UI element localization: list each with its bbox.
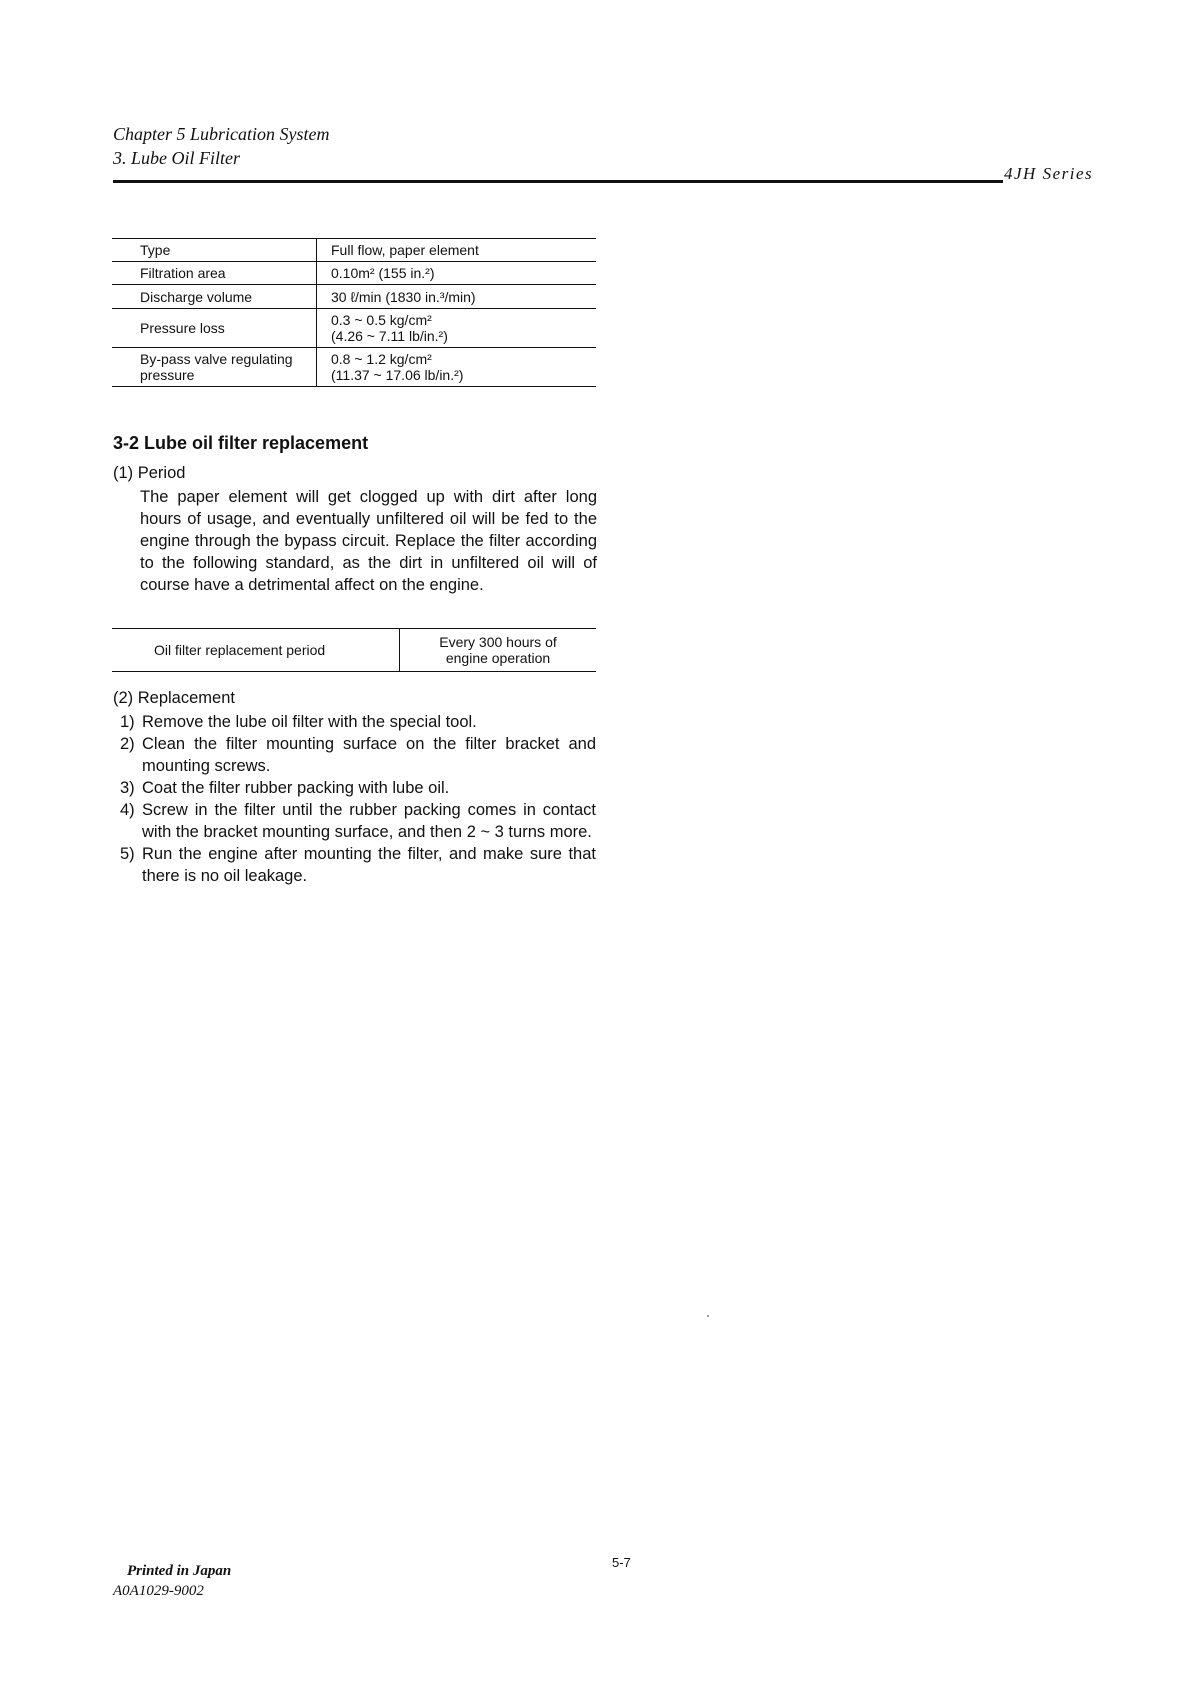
filter-spec-table bbox=[112, 238, 596, 387]
step-number: 2) bbox=[120, 735, 135, 753]
table-row bbox=[112, 629, 596, 672]
spec-label: Filtration area bbox=[112, 262, 317, 285]
spec-value-line: (4.26 ~ 7.11 lb/in.²) bbox=[331, 328, 448, 344]
table-row bbox=[112, 262, 596, 285]
table-row bbox=[112, 348, 596, 387]
step-number: 3) bbox=[120, 779, 135, 797]
spec-value bbox=[317, 309, 597, 348]
list-item bbox=[120, 777, 596, 799]
step-text: Coat the filter rubber packing with lube oil. bbox=[142, 779, 450, 797]
spec-value: Full flow, paper element bbox=[317, 239, 597, 262]
spec-label: Type bbox=[140, 242, 171, 258]
step-number: 1) bbox=[120, 713, 135, 731]
spec-value-line: (11.37 ~ 17.06 lb/in.²) bbox=[331, 367, 464, 383]
section-heading: 3-2 Lube oil filter replacement bbox=[113, 433, 369, 453]
spec-value: 30 ℓ/min (1830 in.³/min) bbox=[317, 285, 597, 309]
table-row bbox=[112, 309, 596, 348]
spec-value-line: 0.8 ~ 1.2 kg/cm² bbox=[331, 351, 432, 367]
spec-label: Pressure loss bbox=[112, 309, 317, 348]
header-rule bbox=[113, 180, 1003, 183]
step-text: Run the engine after mounting the filter, and make sure that there is no oil leakage. bbox=[142, 845, 596, 885]
replacement-subheading: (2) Replacement bbox=[113, 689, 235, 707]
list-item bbox=[120, 711, 596, 733]
printed-in-label: Printed in Japan bbox=[127, 1563, 232, 1579]
period-subheading: (1) Period bbox=[113, 464, 186, 482]
period-value-line: Every 300 hours of bbox=[439, 634, 557, 650]
spec-label: By-pass valve regulating pressure bbox=[112, 348, 317, 387]
period-label: Oil filter replacement period bbox=[154, 642, 326, 658]
step-text: Clean the filter mounting surface on the filter bracket and mounting screws. bbox=[142, 735, 596, 775]
replacement-period-table bbox=[112, 628, 596, 672]
table-row bbox=[112, 285, 596, 309]
table-row bbox=[112, 239, 596, 262]
period-value bbox=[400, 629, 597, 672]
list-item bbox=[120, 733, 596, 777]
page-number: 5-7 bbox=[612, 1555, 631, 1570]
spec-value bbox=[317, 348, 597, 387]
scan-speck bbox=[707, 1315, 709, 1317]
step-text: Remove the lube oil filter with the special tool. bbox=[142, 713, 477, 731]
series-label: 4JH Series bbox=[1004, 164, 1094, 183]
document-code: A0A1029-9002 bbox=[113, 1583, 204, 1599]
period-paragraph: The paper element will get clogged up with dirt after long hours of usage, and eventually unfiltered oil will be fed to the engine through the bypass circuit. Replace the filter according to the following standard, as the dirt in unfiltered oil will of course have a detrimental affect on the engine. bbox=[140, 488, 597, 594]
step-number: 5) bbox=[120, 845, 135, 863]
replacement-steps bbox=[120, 711, 596, 887]
spec-value: 0.10m² (155 in.²) bbox=[317, 262, 597, 285]
list-item bbox=[120, 843, 596, 887]
spec-value-line: 0.3 ~ 0.5 kg/cm² bbox=[331, 312, 432, 328]
spec-label: Discharge volume bbox=[112, 285, 317, 309]
section-title: 3. Lube Oil Filter bbox=[113, 148, 240, 168]
chapter-title: Chapter 5 Lubrication System bbox=[113, 124, 330, 144]
step-number: 4) bbox=[120, 801, 135, 819]
period-value-line: engine operation bbox=[445, 650, 551, 666]
list-item bbox=[120, 799, 596, 843]
step-text: Screw in the filter until the rubber packing comes in contact with the bracket mounting surface, and then 2 ~ 3 turns more. bbox=[142, 801, 596, 841]
